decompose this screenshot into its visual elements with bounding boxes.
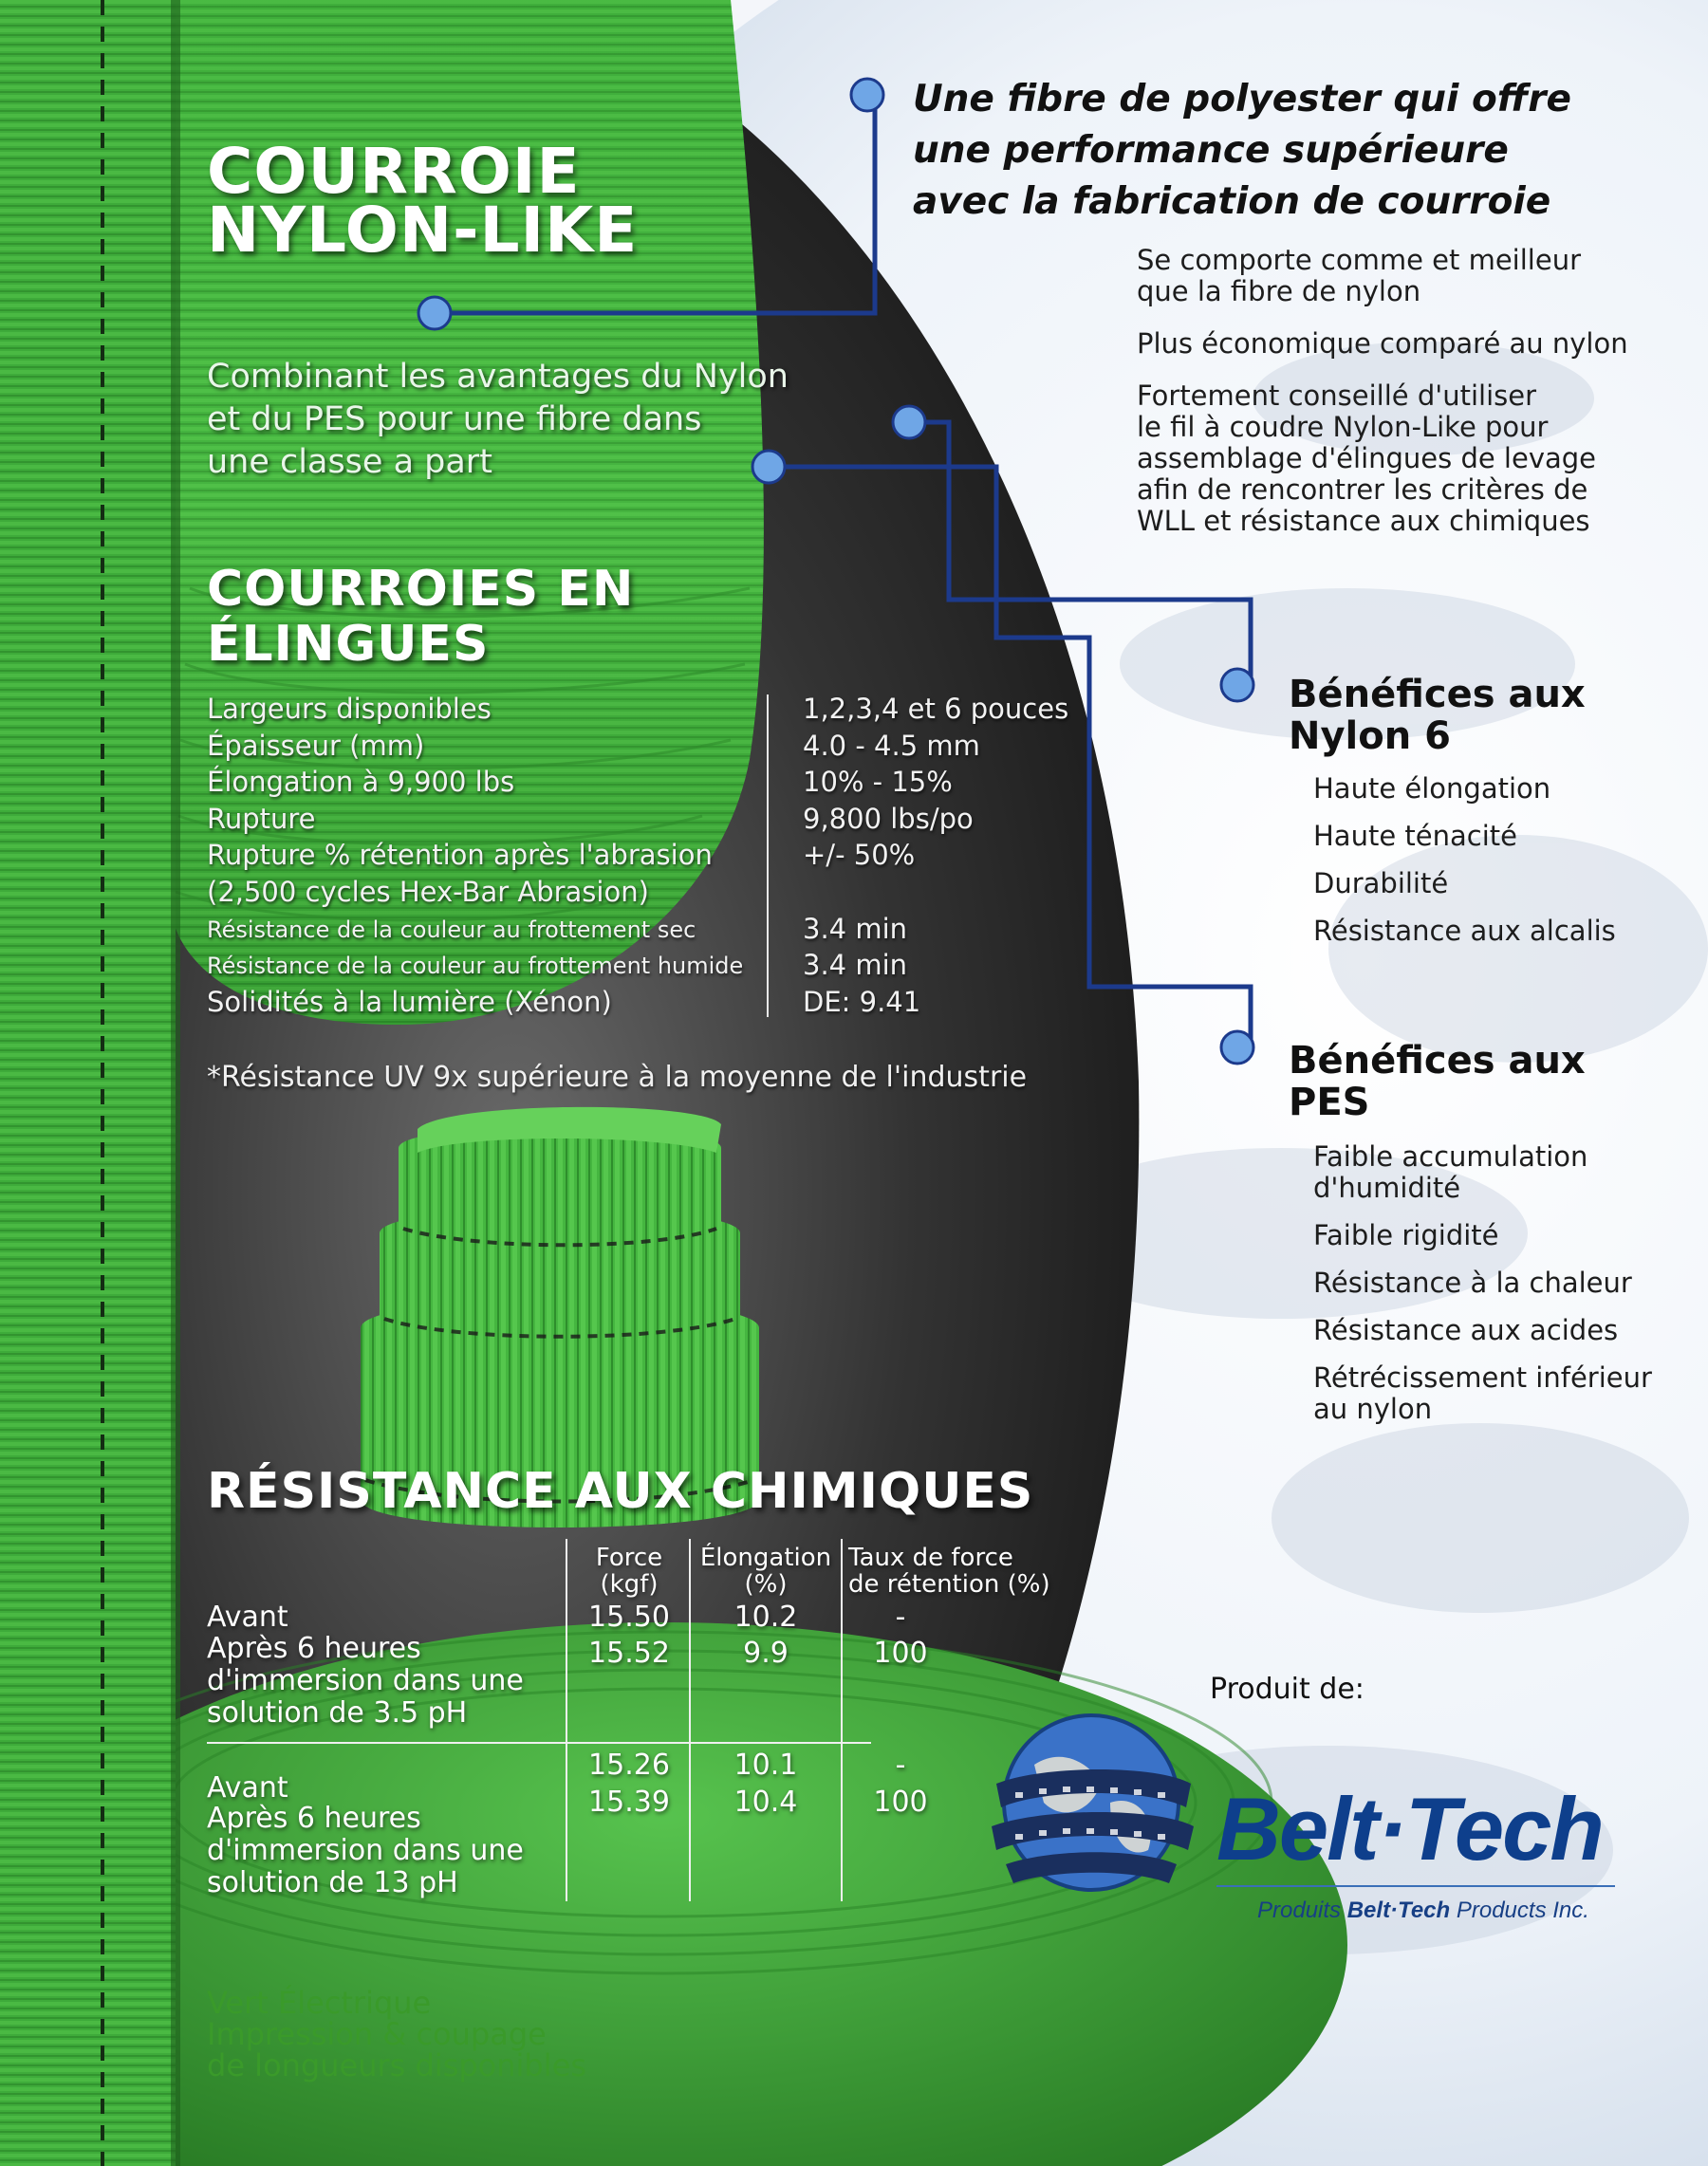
brand-underline <box>1216 1885 1615 1887</box>
spec-row <box>207 876 1099 913</box>
nylon-benefits-heading <box>1289 674 1586 757</box>
nylon-benefits-list <box>1313 773 1693 963</box>
nylon-benefits-heading-line1: Bénéfices aux <box>1289 673 1586 716</box>
feature-line: que la fibre de nylon <box>1137 275 1421 307</box>
spec-row <box>207 693 1099 730</box>
row-label-line: solution de 3.5 pH <box>207 1696 468 1730</box>
header-elongation <box>695 1545 837 1598</box>
header-retention <box>848 1545 1076 1598</box>
nylon-benefits-heading-line2: Nylon 6 <box>1289 714 1451 758</box>
slings-heading <box>207 562 814 672</box>
table-divider <box>689 1539 691 1901</box>
brand-logo-text: Belt·Tech <box>1216 1779 1603 1879</box>
header-elongation-line2: (%) <box>744 1570 788 1599</box>
pes-benefits-heading-line1: Bénéfices aux <box>1289 1039 1586 1083</box>
spec-label: Épaisseur (mm) <box>207 729 425 762</box>
feature-list <box>1137 245 1687 558</box>
benefit-item: Durabilité <box>1313 867 1449 899</box>
spec-row <box>207 803 1099 840</box>
spec-label: Résistance de la couleur au frottement humide <box>207 953 744 980</box>
row-label: Avant <box>207 1771 288 1805</box>
spec-value: 3.4 min <box>803 949 908 982</box>
product-title <box>207 135 795 267</box>
spec-value: DE: 9.41 <box>803 985 921 1018</box>
row-label: Avant <box>207 1601 288 1634</box>
headline-line2: une performance supérieure <box>913 129 1509 172</box>
cell-force: 15.26 <box>588 1749 670 1782</box>
uv-note: *Résistance UV 9x supérieure à la moyenne de l'industrie <box>207 1061 1028 1094</box>
spec-label: Résistance de la couleur au frottement sec <box>207 916 696 943</box>
chemical-table <box>207 1535 1080 1905</box>
row-label-line: solution de 13 pH <box>207 1866 458 1899</box>
feature-line: Plus économique comparé au nylon <box>1137 327 1628 360</box>
feature-line: afin de rencontrer les critères de <box>1137 473 1588 506</box>
header-retention-line2: de rétention (%) <box>848 1570 1050 1599</box>
header-force-line1: Force <box>595 1544 663 1572</box>
spec-value: 10% - 15% <box>803 766 953 799</box>
row-label <box>207 1633 548 1730</box>
spec-label: Rupture <box>207 802 316 835</box>
benefit-item <box>1313 1362 1693 1425</box>
benefit-item: Résistance à la chaleur <box>1313 1267 1632 1299</box>
cell-elongation: 10.1 <box>733 1749 798 1782</box>
pes-benefits-heading-line2: PES <box>1289 1081 1370 1124</box>
benefit-item: Résistance aux acides <box>1313 1314 1619 1346</box>
spec-value: +/- 50% <box>803 839 916 872</box>
note-line3: de longueurs disponibles <box>207 2047 586 2083</box>
brand-sub-bold: Belt·Tech <box>1346 1898 1451 1923</box>
pes-benefits-list <box>1313 1141 1693 1441</box>
intro-line3: une classe a part <box>207 443 492 481</box>
benefit-item: Résistance aux alcalis <box>1313 915 1616 947</box>
cell-retention: - <box>895 1749 906 1782</box>
row-label-line: Après 6 heures <box>207 1632 421 1665</box>
cell-force: 15.50 <box>588 1601 670 1634</box>
cell-force: 15.52 <box>588 1637 670 1670</box>
spec-row <box>207 913 1099 950</box>
spec-value: 9,800 lbs/po <box>803 802 974 835</box>
table-divider <box>566 1539 567 1901</box>
header-retention-line1: Taux de force <box>848 1544 1013 1572</box>
slings-heading-line1: COURROIES EN <box>207 561 635 618</box>
row-label-line: Après 6 heures <box>207 1802 421 1835</box>
note-line1: Vert Électrique <box>207 1985 432 2021</box>
benefit-item: Faible rigidité <box>1313 1219 1499 1251</box>
brand-sub-part: Products Inc. <box>1450 1898 1589 1923</box>
cell-retention: - <box>895 1601 906 1634</box>
cell-retention: 100 <box>873 1786 928 1819</box>
produced-by-label: Produit de: <box>1210 1673 1365 1706</box>
spec-label: Élongation à 9,900 lbs <box>207 766 515 799</box>
spec-row <box>207 986 1099 1023</box>
intro-line2: et du PES pour une fibre dans <box>207 400 702 438</box>
cell-elongation: 9.9 <box>743 1637 789 1670</box>
benefit-item: Haute élongation <box>1313 772 1551 805</box>
benefit-line: au nylon <box>1313 1393 1433 1425</box>
header-force-line2: (kgf) <box>600 1570 659 1599</box>
spec-value: 4.0 - 4.5 mm <box>803 729 980 762</box>
spec-row <box>207 730 1099 767</box>
feature-line: WLL et résistance aux chimiques <box>1137 505 1590 537</box>
feature-item <box>1137 328 1687 360</box>
spec-label: Solidités à la lumière (Xénon) <box>207 985 612 1018</box>
product-title-line2: NYLON-LIKE <box>207 194 639 267</box>
headline-line1: Une fibre de polyester qui offre <box>913 78 1571 120</box>
spec-value: 1,2,3,4 et 6 pouces <box>803 693 1069 725</box>
benefit-line: Faible accumulation <box>1313 1140 1588 1173</box>
headline-line3: avec la fabrication de courroie <box>913 180 1551 223</box>
feature-item <box>1137 380 1687 537</box>
spec-row <box>207 949 1099 986</box>
brand-company-name <box>1257 1898 1589 1924</box>
cell-force: 15.39 <box>588 1786 670 1819</box>
product-title-line1: COURROIE <box>207 135 581 208</box>
benefit-item: Haute ténacité <box>1313 820 1517 852</box>
table-row-divider <box>207 1742 871 1744</box>
brand-sub-part: Produits <box>1257 1898 1347 1923</box>
feature-line: le fil à coudre Nylon-Like pour <box>1137 411 1549 443</box>
feature-line: Se comporte comme et meilleur <box>1137 244 1581 276</box>
color-availability-note <box>207 1985 586 2083</box>
pes-benefits-heading <box>1289 1040 1586 1123</box>
row-label <box>207 1803 548 1899</box>
cell-elongation: 10.4 <box>733 1786 798 1819</box>
header-elongation-line1: Élongation <box>699 1544 832 1572</box>
spec-label: Largeurs disponibles <box>207 693 492 725</box>
row-label-line: d'immersion dans une <box>207 1664 524 1697</box>
slings-heading-line2: ÉLINGUES <box>207 616 490 673</box>
row-label-line: d'immersion dans une <box>207 1834 524 1867</box>
feature-line: Fortement conseillé d'utiliser <box>1137 380 1537 412</box>
benefit-line: d'humidité <box>1313 1172 1461 1204</box>
note-line2: Impression & coupage <box>207 2016 547 2052</box>
feature-item <box>1137 245 1687 307</box>
intro-text <box>207 356 852 484</box>
benefit-line: Rétrécissement inférieur <box>1313 1361 1652 1394</box>
headline <box>913 74 1691 228</box>
feature-line: assemblage d'élingues de levage <box>1137 442 1597 474</box>
cell-elongation: 10.2 <box>733 1601 798 1634</box>
benefit-item <box>1313 1141 1693 1204</box>
table-divider <box>841 1539 843 1901</box>
header-force <box>577 1545 681 1598</box>
spec-label: Rupture % rétention après l'abrasion <box>207 839 713 872</box>
spec-row <box>207 766 1099 803</box>
spec-label: (2,500 cycles Hex-Bar Abrasion) <box>207 875 649 908</box>
cell-retention: 100 <box>873 1637 928 1670</box>
spec-table <box>207 693 1099 1022</box>
spec-value: 3.4 min <box>803 912 908 945</box>
spec-row <box>207 839 1099 876</box>
intro-line1: Combinant les avantages du Nylon <box>207 358 789 396</box>
chemical-heading: RÉSISTANCE AUX CHIMIQUES <box>207 1463 1034 1520</box>
